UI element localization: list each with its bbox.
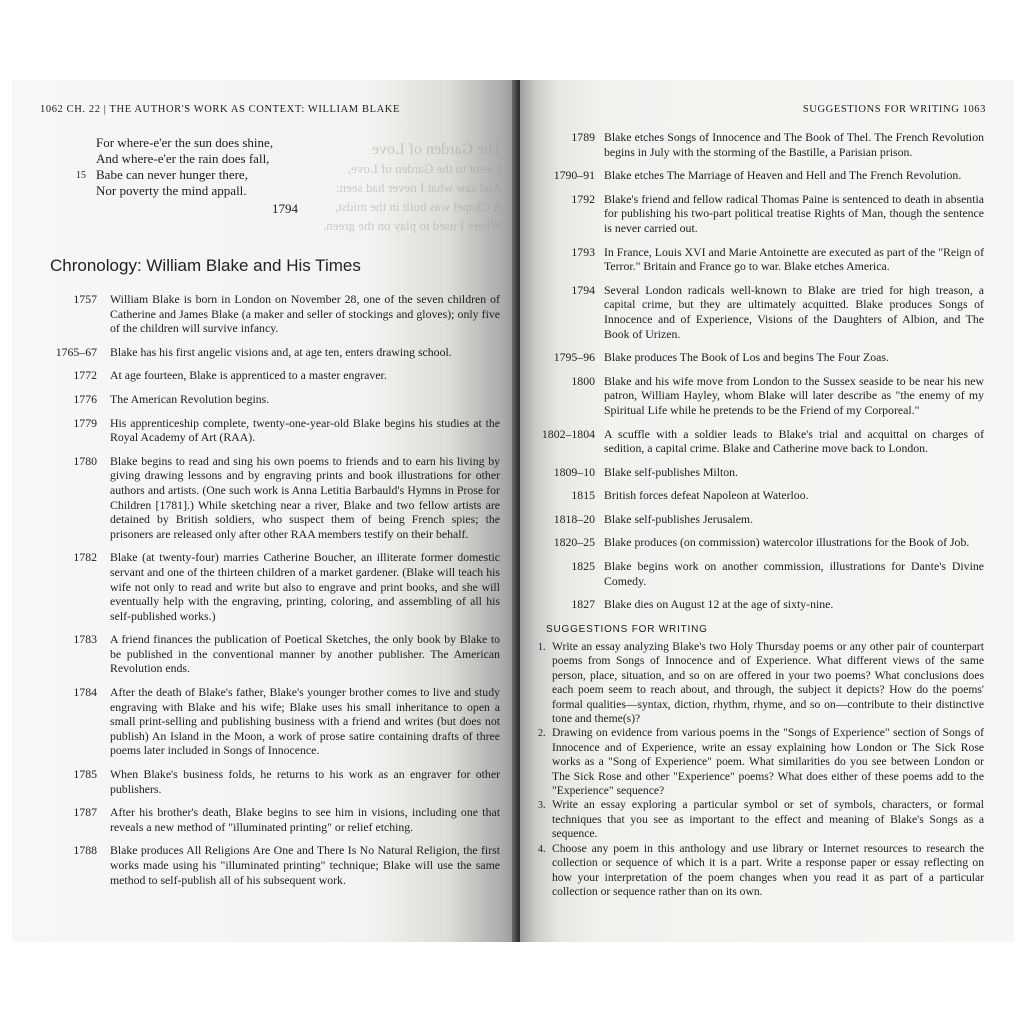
- chronology-entry: [528, 245, 984, 274]
- chronology-entry: [40, 632, 500, 676]
- chronology-entry: [40, 685, 500, 758]
- entry-text: Blake's friend and fellow radical Thomas Paine is sentenced to death in absentia for publishing his two-part political treatise Rights of Man, though the sentence is never carried out.: [604, 191, 984, 235]
- chronology-entry: [528, 488, 984, 503]
- entry-year: 1784: [73, 685, 97, 700]
- entry-text: Blake begins work on another commission, illustrations for Dante's Divine Comedy.: [604, 559, 984, 588]
- chronology-entry: [528, 130, 984, 159]
- entry-text: In France, Louis XVI and Marie Antoinette are executed as part of the "Reign of Terror." Britain and France go to war. Blake etches America.: [604, 244, 984, 274]
- poem-line: For where-e'er the sun does shine,: [96, 135, 274, 150]
- entry-text: The American Revolution begins.: [110, 391, 270, 406]
- poem-line: And where-e'er the rain does fall,: [96, 151, 270, 166]
- chronology-entry: [40, 767, 500, 796]
- suggestions-title: SUGGESTIONS FOR WRITING: [546, 624, 708, 635]
- entry-year: 1765–67: [55, 344, 97, 359]
- entry-text: After the death of Blake's father, Blake's younger brother comes to live and study engraving with Blake and his wife; Blake uses his small inheritance to open a small print-selling and publishing business with a friend and writes (but does not publish) An Island in the Moon, a work of prose satire containing drafts of three poems later included in Songs of Innocence.: [110, 685, 500, 758]
- chronology-list-right: [528, 130, 984, 621]
- entry-year: 1757: [73, 292, 97, 306]
- entry-year: 1794: [571, 282, 595, 297]
- entry-year: 1782: [73, 550, 97, 565]
- entry-year: 1779: [73, 415, 97, 430]
- entry-text: Blake produces All Religions Are One and There Is No Natural Religion, the first works made using his "illuminated printing" technique; Blake will use the same method to self-publish all of his subsequent work.: [110, 843, 500, 887]
- entry-year: 1792: [571, 191, 595, 206]
- entry-year: 1795–96: [553, 350, 595, 365]
- chronology-entry: [528, 168, 984, 183]
- entry-year: 1827: [571, 597, 595, 612]
- entry-text: Blake produces (on commission) watercolor illustrations for the Book of Job.: [604, 535, 970, 550]
- running-head-left: 1062 CH. 22 | THE AUTHOR'S WORK AS CONTEXT: WILLIAM BLAKE: [40, 104, 400, 115]
- suggestion-number: 3.: [538, 800, 546, 812]
- chronology-list-left: [40, 292, 500, 896]
- entry-text: Blake has his first angelic visions and, at age ten, enters drawing school.: [110, 344, 452, 359]
- entry-year: 1789: [571, 130, 595, 144]
- entry-year: 1787: [73, 805, 97, 820]
- chronology-entry: [528, 374, 984, 418]
- suggestion-item: [538, 726, 984, 798]
- chronology-entry: [528, 597, 984, 612]
- chronology-entry: [528, 350, 984, 365]
- entry-text: Blake (at twenty-four) marries Catherine Boucher, an illiterate former domestic servant and one of the thirteen children of a market gardener. (Blake will teach his wife not only to read and write but also to engrave and print books, and she will eventually help with the engraving, printing, coloring, and assembling of all his self-published works.): [110, 550, 500, 623]
- entry-year: 1776: [73, 391, 97, 406]
- entry-text: Blake self-publishes Milton.: [604, 464, 739, 479]
- poem-line: 15 Babe can never hunger there,: [76, 167, 248, 182]
- suggestion-text: Write an essay exploring a particular symbol or set of symbols, characters, or formal techniques that you see as important to the effect and meaning of Blake's Songs as a sequence.: [552, 798, 984, 841]
- entry-text: When Blake's business folds, he returns to his work as an engraver for other publishers.: [110, 767, 500, 796]
- entry-year: 1780: [73, 453, 97, 468]
- suggestion-item: [538, 842, 984, 900]
- open-book: [12, 80, 1014, 942]
- chronology-entry: [40, 416, 500, 445]
- chronology-entry: [40, 454, 500, 542]
- entry-year: 1790–91: [553, 168, 595, 183]
- entry-year: 1818–20: [553, 511, 595, 526]
- entry-year: 1815: [571, 488, 595, 503]
- entry-year: 1800: [571, 373, 595, 388]
- poem-year: 1794: [272, 201, 298, 216]
- entry-year: 1802–1804: [541, 426, 595, 441]
- chronology-entry: [40, 550, 500, 623]
- chronology-entry: [528, 559, 984, 588]
- chronology-entry: [528, 427, 984, 456]
- entry-year: 1772: [73, 368, 97, 383]
- suggestion-number: 4.: [538, 843, 546, 855]
- suggestion-number: 2.: [538, 728, 546, 740]
- chronology-entry: [40, 392, 500, 407]
- chronology-entry: [528, 535, 984, 550]
- chronology-entry: [528, 512, 984, 527]
- entry-text: After his brother's death, Blake begins to see him in visions, including one that reveals a new method of "illuminated printing" or relief etching.: [110, 805, 500, 834]
- chronology-entry: [40, 843, 500, 887]
- chronology-entry: [528, 283, 984, 341]
- chronology-entry: [528, 192, 984, 236]
- suggestion-text: Choose any poem in this anthology and use library or Internet resources to research the collection or sequence of which it is a part. Write a response paper or essay reflecting on how your interpretation of the poem changes when you read it as part of a particular collection or sequence rather than on its own.: [552, 841, 984, 898]
- suggestion-text: Drawing on evidence from various poems in the "Songs of Experience" section of Songs of Innocence and of Experience, write an essay explaining how London or The Sick Rose works as a "Song of Experience" poem. What similarities do you see between London or The Sick Rose and other "Experience" poems? What does either of these poems add to the "Experience" sequence?: [552, 726, 984, 798]
- line-number: 15: [76, 170, 86, 181]
- entry-year: 1783: [73, 632, 97, 647]
- entry-text: A friend finances the publication of Poetical Sketches, the only book by Blake to be published in the conventional manner by another publisher. The American Revolution ends.: [110, 632, 500, 676]
- entry-text: At age fourteen, Blake is apprenticed to a master engraver.: [110, 368, 387, 383]
- entry-text: Blake etches The Marriage of Heaven and Hell and The French Revolution.: [604, 168, 962, 183]
- entry-year: 1793: [571, 244, 595, 259]
- chronology-entry: [528, 465, 984, 480]
- entry-text: Blake self-publishes Jerusalem.: [604, 511, 754, 526]
- chronology-title: Chronology: William Blake and His Times: [50, 256, 361, 275]
- entry-text: A scuffle with a soldier leads to Blake's trial and acquittal on charges of sedition, a capital crime. Blake and Catherine move back to London.: [604, 426, 984, 456]
- poem-line: Nor poverty the mind appall.: [96, 183, 247, 198]
- chronology-entry: [40, 805, 500, 834]
- left-page: [12, 80, 520, 942]
- chronology-entry: [40, 368, 500, 383]
- chronology-entry: [40, 345, 500, 360]
- entry-year: 1785: [73, 767, 97, 782]
- entry-text: Blake begins to read and sing his own poems to friends and to earn his living by giving drawing lessons and by engraving prints and book illustrations for other authors and artists. (One such work is Anna Letitia Barbauld's Hymns in Prose for Children [1781].) While sketching near a river, Blake and two fellow artists are detained by British soldiers, who suspect them of being French spies; the prisoners are released only after other RAA members testify on their behalf.: [110, 453, 500, 541]
- entry-year: 1809–10: [553, 464, 595, 479]
- entry-text: Blake etches Songs of Innocence and The Book of Thel. The French Revolution begins in July with the storming of the Bastille, a Parisian prison.: [604, 130, 984, 159]
- entry-year: 1820–25: [553, 535, 595, 550]
- suggestion-item: [538, 798, 984, 841]
- suggestion-number: 1.: [538, 642, 546, 653]
- entry-text: His apprenticeship complete, twenty-one-year-old Blake begins his studies at the Royal Academy of Art (RAA).: [110, 415, 500, 445]
- entry-year: 1788: [73, 843, 97, 858]
- entry-text: Blake produces The Book of Los and begins The Four Zoas.: [604, 350, 889, 365]
- entry-text: Several London radicals well-known to Blake are tried for high treason, a capital crime, but they are ultimately acquitted. Blake produces Songs of Innocence and of Experience, Visions of the Daughters of Albion, and The Book of Urizen.: [604, 282, 984, 341]
- entry-text: Blake dies on August 12 at the age of sixty-nine.: [604, 597, 834, 612]
- entry-year: 1825: [571, 559, 595, 574]
- right-page: [520, 80, 1014, 942]
- running-head-right: SUGGESTIONS FOR WRITING 1063: [802, 104, 986, 115]
- entry-text: William Blake is born in London on November 28, one of the seven children of Catherine and James Blake (a maker and seller of stockings and gloves); only five of the children will survive infancy.: [110, 292, 500, 336]
- chronology-entry: [40, 292, 500, 336]
- suggestion-item: [538, 640, 984, 726]
- entry-text: Blake and his wife move from London to the Sussex seaside to be near his new patron, William Hayley, whom Blake will later describe as "the enemy of my Spiritual Life while he pretends to be the Friend of my Corporeal.": [604, 373, 984, 417]
- bleed-through-text: The Garden of Love I went to the Garden of Love, And saw what I never had seen: A Chapel was built in the midst, Where I used to play on the green.: [322, 141, 502, 233]
- suggestions-list: [538, 640, 984, 899]
- entry-text: British forces defeat Napoleon at Waterloo.: [604, 488, 809, 503]
- poem-excerpt: [76, 135, 298, 217]
- suggestion-text: Write an essay analyzing Blake's two Holy Thursday poems or any other pair of counterpart poems from Songs of Innocence and of Experience. What different views of the same person, place, situation, and so on are offered in your two poems? What conclusions does each poem seem to reach about, and through, the subject it depicts? How do the poems' formal qualities—syntax, diction, rhythm, rhyme, and so on—contribute to their distinctive tone and theme(s)?: [552, 640, 984, 726]
